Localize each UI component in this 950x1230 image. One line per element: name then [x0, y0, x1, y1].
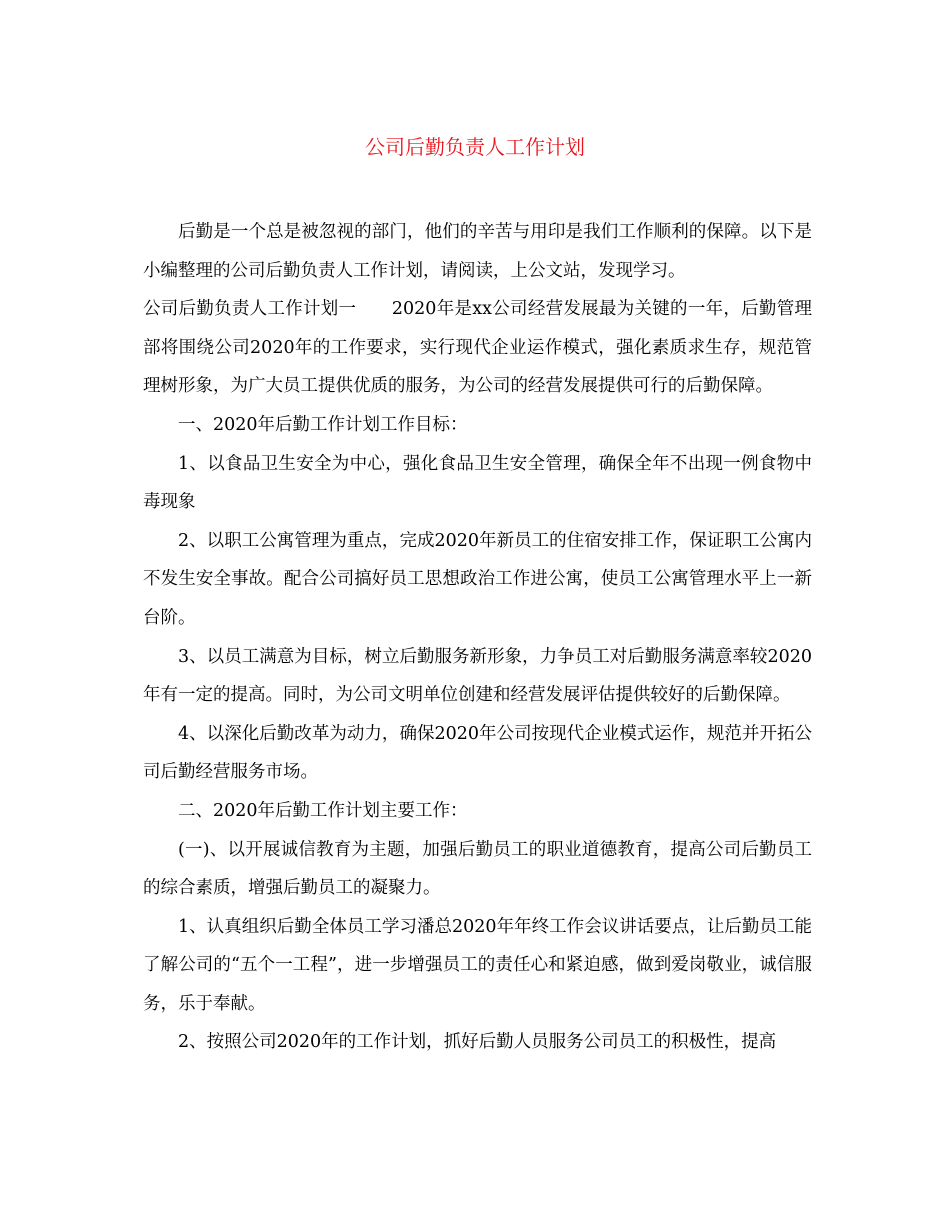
paragraph: 1、认真组织后勤全体员工学习潘总2020年年终工作会议讲话要点，让后勤员工能了解公司的“五个一工程”，进一步增强员工的责任心和紧迫感，做到爱岗敬业，诚信服务，乐于奉献。 — [143, 916, 812, 1014]
paragraph: (一)、以开展诚信教育为主题，加强后勤员工的职业道德教育，提高公司后勤员工的综合素质，增强后勤员工的凝聚力。 — [143, 839, 812, 899]
paragraph: 公司后勤负责人工作计划一 2020年是xx公司经营发展最为关键的一年，后勤管理部将围绕公司2020年的工作要求，实行现代企业运作模式，强化素质求生存，规范管理树形象，为广大员工提供优质的服务，为公司的经营发展提供可行的后勤保障。 — [143, 299, 812, 397]
paragraph: 后勤是一个总是被忽视的部门，他们的辛苦与用印是我们工作顺利的保障。以下是小编整理的公司后勤负责人工作计划，请阅读，上公文站，发现学习。 — [143, 222, 812, 281]
paragraph: 4、以深化后勤改革为动力，确保2020年公司按现代企业模式运作，规范并开拓公司后勤经营服务市场。 — [143, 723, 812, 783]
paragraph: 3、以员工满意为目标，树立后勤服务新形象，力争员工对后勤服务满意率较2020年有一定的提高。同时，为公司文明单位创建和经营发展评估提供较好的后勤保障。 — [143, 646, 812, 706]
paragraph: 2、以职工公寓管理为重点，完成2020年新员工的住宿安排工作，保证职工公寓内不发生安全事故。配合公司搞好员工思想政治工作进公寓，使员工公寓管理水平上一新台阶。 — [143, 530, 812, 628]
document-title: 公司后勤负责人工作计划 — [365, 135, 585, 159]
paragraph: 二、2020年后勤工作计划主要工作： — [178, 800, 468, 821]
document-body — [143, 213, 812, 1062]
paragraph: 1、以食品卫生安全为中心，强化食品卫生安全管理，确保全年不出现一例食物中毒现象 — [143, 453, 812, 513]
paragraph: 一、2020年后勤工作计划工作目标： — [178, 414, 468, 435]
paragraph: 2、按照公司2020年的工作计划，抓好后勤人员服务公司员工的积极性，提高 — [178, 1032, 777, 1053]
